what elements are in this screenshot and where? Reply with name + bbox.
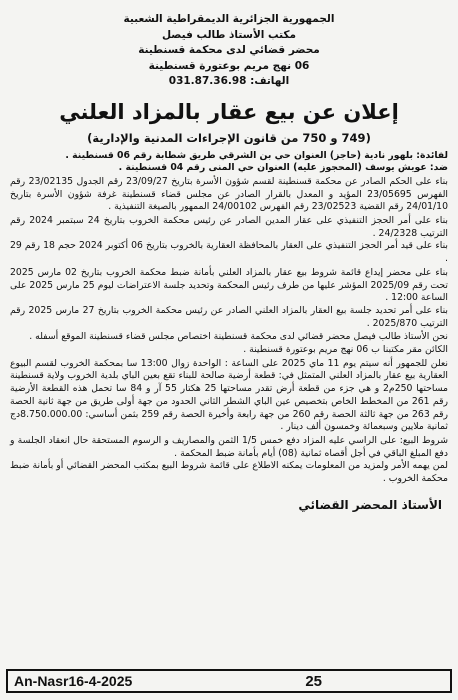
- office-role: محضر قضائي لدى محكمة قسنطينة: [138, 44, 320, 56]
- information-paragraph: لمن يهمه الأمر ولمزيد من المعلومات يمكنه الاطلاع على قائمة شروط البيع بمكتب المحضر القضائي أو بأمانة ضبط محكمة الخروب .: [10, 460, 448, 485]
- judgment-paragraph: بناء على الحكم الصادر عن محكمة قسنطينة لقسم شؤون الأسرة بتاريخ 23/09/27 رقم الجدول 23/02135 رقم الفهرس 23/05695 المؤيد و المعدل بالقرار الصادر عن مجلس قضاء قسنطينة غرفة شؤون الأسرة بتاريخ 24/01/10 رقم القضية 23/02523 رقم الفهرس 24/00102 الممهور بالصيغة التنفيذية .: [10, 175, 449, 213]
- sale-conditions-paragraph: شروط البيع: على الراسي عليه المزاد دفع خمس 1/5 الثمن والمصاريف و الرسوم المستحقة حال انعقاد الجلسة و دفع المبلغ الباقي في أجل أقصاه ثمانية (08) أيام بأمانة ضبط المحكمة .: [10, 434, 448, 459]
- office-header: [10, 12, 448, 90]
- office-name: مكتب الأستاذ طالب فيصل: [161, 28, 297, 41]
- conditions-deposit-paragraph: بناء على محضر إيداع قائمة شروط بيع عقار بالمزاد العلني بأمانة ضبط محكمة الخروب بتاريخ 02 مارس 2025 تحت رقم 2025/09 المؤشر عليها من طرف رئيس المحكمة وتحديد جلسة الاعتراضات ليوم 25 مارس 2025 على الساعة 12:00 .: [10, 266, 449, 304]
- republic-line: الجمهورية الجزائرية الديمقراطية الشعبية: [123, 13, 335, 25]
- page-footer: [6, 669, 452, 693]
- office-phone: الهاتف: 031.87.36.98: [168, 75, 290, 87]
- newspaper-date: An-Nasr16-4-2025: [14, 673, 133, 689]
- beneficiary-paragraph: لفائدة: بلهور نادية (حاجز) العنوان حي بن الشرقي طريق شطابة رقم 06 قسنطينة .: [65, 149, 448, 161]
- office-location-paragraph: الكائن مقر مكتبنا ب 06 نهج مريم بوعتورة قسنطينة .: [243, 344, 448, 356]
- against-paragraph: ضد: عويش يوسف (المحجوز عليه) العنوان حي المنى رقم 04 قسنطينة .: [118, 162, 448, 174]
- registration-paragraph: بناء على قيد أمر الحجز التنفيذي على العقار بالمحافظة العقارية بالخروب بتاريخ 06 أكتوبر 2024 حجم 18 رقم 29 .: [10, 240, 448, 265]
- notice-title: إعلان عن بيع عقار بالمزاد العلني: [59, 99, 399, 124]
- page-number: 25: [305, 672, 322, 690]
- notice-body: [10, 150, 448, 486]
- signature: الأستاذ المحضر القضائي: [298, 497, 442, 512]
- seizure-order-paragraph: بناء على أمر الحجز التنفيذي على عقار المدين الصادر عن رئيس محكمة الخروب بتاريخ 24 سبتمبر 2024 رقم الترتيب 24/2328 .: [10, 215, 448, 239]
- bailiff-paragraph: نحن الأستاذ طالب فيصل محضر قضائي لدى محكمة قسنطينة اختصاص مجلس قضاء قسنطينة الموقع أسفله .: [29, 331, 448, 343]
- announcement-paragraph: نعلن للجمهور أنه سيتم يوم 11 ماي 2025 على الساعة : الواحدة زوال 13:00 سا بمحكمة الخروب لقسم البيوع العقارية بيع عقار بالمزاد العلني المتمثل في: قطعة أرضية صالحة للبناء تقع بعين الباي بلدية الخروب ولاية قسنطينة مساحتها 250م2 و هي جزء من قطعة أرض تقدر مساحتها 25 هكتار 55 آر و 84 سا تحمل هذه القطعة الأرضية رقم 261 من المخطط الخاص بتخصيص عين الباي الشطر الثاني الحدود من جهة أولى طريق من جهة ثانية الحصة رقم 263 من جهة ثالثة الحصة رقم 260 من جهة رابعة وأخيرة الحصة رقم 259 بثمن أساسي: 8.750.000.00دج ثمانية ملايين وسبعمائة وخمسون ألف دينار .: [10, 357, 449, 433]
- notice-subtitle: (749 و 750 من قانون الإجراءات المدنية والإدارية): [87, 130, 371, 145]
- sale-date-order-paragraph: بناء على أمر تحديد جلسة بيع العقار بالمزاد العلني الصادر عن رئيس محكمة الخروب بتاريخ 27 مارس 2025 رقم الترتيب 2025/870 .: [10, 304, 449, 329]
- office-address: 06 نهج مريم بوعتورة قسنطينة: [148, 59, 310, 72]
